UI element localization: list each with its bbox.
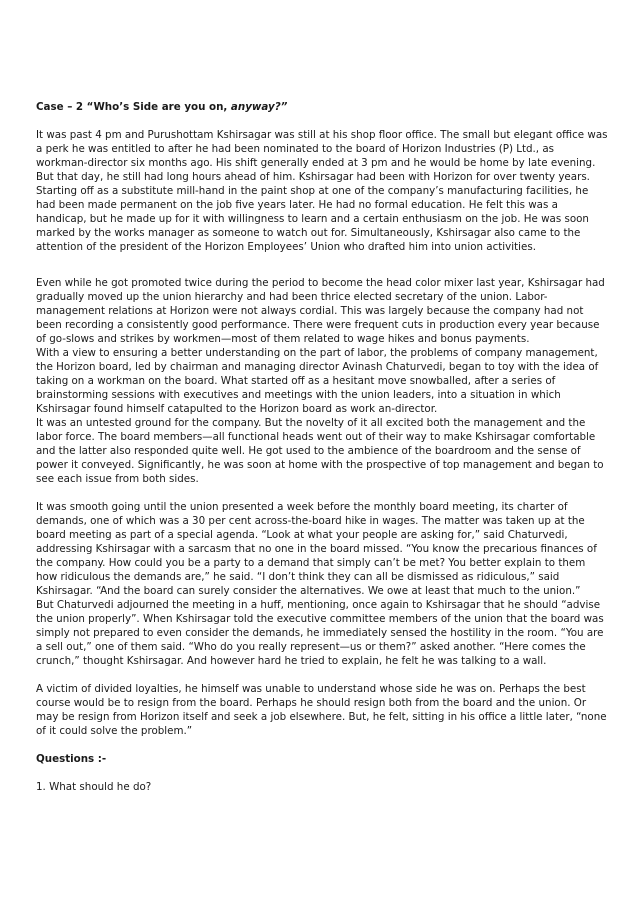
- paragraph-text: It was an untested ground for the company. But the novelty of it all excited both the management and the labor force. The board members—all functional heads went out of their way to make Kshirsagar comfortable and the latter also responded quite well. He got used to the ambience of the boardroom and the sense of power it conveyed. Significantly, he was soon at home with the prospective of top management and began to see each issue from both sides.: [36, 417, 604, 485]
- paragraph-text: It was past 4 pm and Purushottam Kshirsagar was still at his shop floor office. The small but elegant office was a perk he was entitled to after he had been nominated to the board of Horizon Industries (P) Ltd., as workman-director six months ago. His shift generally ended at 3 pm and he would be home by late evening. But that day, he still had long hours ahead of him. Kshirsagar had been with Horizon for over twenty years. Starting off as a substitute mill-hand in the paint shop at one of the company’s manufacturing facilities, he had been made permanent on the job five years later. He had no formal education. He felt this was a handicap, but he made up for it with willingness to learn and a certain enthusiasm on the job. He was soon marked by the works manager as someone to watch out for. Simultaneously, Kshirsagar also came to the attention of the president of the Horizon Employees’ Union who drafted him into union activities.: [36, 129, 608, 253]
- paragraph-text: It was smooth going until the union presented a week before the monthly board meeting, its charter of demands, one of which was a 30 per cent across-the-board hike in wages. The matter was taken up at the board meeting as part of a special agenda. “Look at what your people are asking for,” said Chaturvedi, addressing Kshirsagar with a sarcasm that no one in the board missed. “You know the precarious finances of the company. How could you be a party to a demand that simply can’t be met? You better explain to them how ridiculous the demands are,” he said. “I don’t think they can all be dismissed as ridiculous,” said Kshirsagar. “And the board can surely consider the alternatives. We owe at least that much to the union.”: [36, 501, 597, 597]
- paragraph-4: [36, 682, 608, 738]
- case-title-prefix: Case – 2 “Who’s Side are you on,: [36, 101, 231, 113]
- questions-heading: Questions :-: [36, 753, 107, 765]
- paragraph-3: [36, 500, 608, 668]
- paragraph-text: Even while he got promoted twice during the period to become the head color mixer last year, Kshirsagar had gradually moved up the union hierarchy and had been thrice elected secretary of the union. Labor-management relations at Horizon were not always cordial. This was largely because the company had not been recording a consistently good performance. There were frequent cuts in production every year because of go-slows and strikes by workmen—most of them related to wage hikes and bonus payments.: [36, 277, 605, 345]
- paragraph-2: [36, 276, 608, 486]
- paragraph-text: But Chaturvedi adjourned the meeting in a huff, mentioning, once again to Kshirsagar that he should “advise the union properly”. When Kshirsagar told the executive committee members of the union that the board was simply not prepared to even consider the demands, he immediately sensed the hostility in the room. “You are a sell out,” one of them said. “Who do you really represent—us or them?” asked another. “Here comes the crunch,” thought Kshirsagar. And however hard he tried to explain, he felt he was talking to a wall.: [36, 599, 604, 667]
- paragraph-text: With a view to ensuring a better understanding on the part of labor, the problems of company management, the Horizon board, led by chairman and managing director Avinash Chaturvedi, began to toy with the idea of taking on a workman on the board. What started off as a hesitant move snowballed, after a series of brainstorming sessions with executives and meetings with the union leaders, into a situation in which Kshirsagar found himself catapulted to the Horizon board as work an-director.: [36, 347, 599, 415]
- case-title-emphasis: anyway?”: [230, 101, 288, 113]
- question-item: 1. What should he do?: [36, 781, 152, 793]
- paragraph-1: [36, 128, 608, 254]
- paragraph-text: A victim of divided loyalties, he himself was unable to understand whose side he was on. Perhaps the best course would be to resign from the board. Perhaps he should resign both from the board and the union. Or may be resign from Horizon itself and seek a job elsewhere. But, he felt, sitting in his office a little later, “none of it could solve the problem.”: [36, 683, 607, 737]
- case-title: [36, 100, 608, 114]
